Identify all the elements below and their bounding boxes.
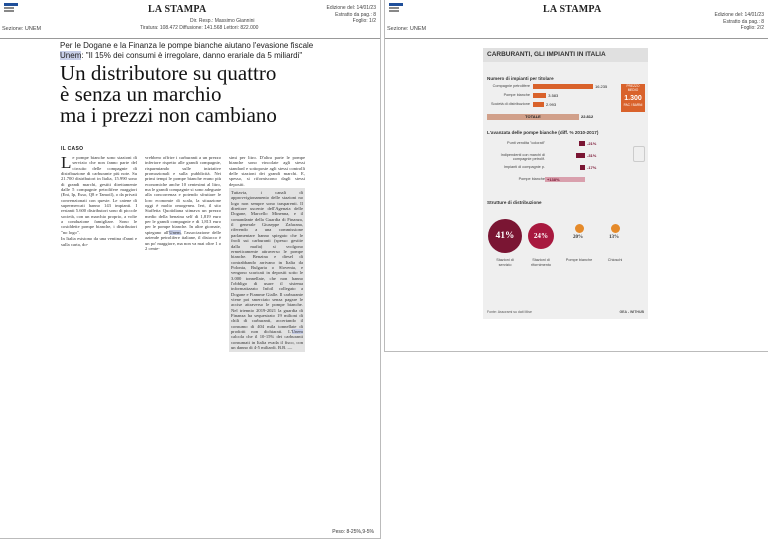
growth-bar xyxy=(580,165,585,170)
share-label: Stazioni di rifornimento xyxy=(530,258,552,267)
price-label-2: MEDIO xyxy=(627,88,639,92)
kicker-highlight: Unem xyxy=(60,50,82,60)
owner-bar xyxy=(533,93,546,98)
growth-label: Impianti di compagnie p. xyxy=(503,165,545,169)
page-header-2 xyxy=(385,0,768,39)
growth-value: -21% xyxy=(587,141,597,146)
growth-section-title: L'avanzata delle pompe bianche (diff. % 2010-2017) xyxy=(487,130,599,135)
weight-label: Peso: 8-25%,9-5% xyxy=(332,529,374,535)
director-line: Dir. Resp.: Massimo Giannini xyxy=(190,18,255,24)
share-label: Stazioni di servizio xyxy=(496,258,514,267)
growth-value: +138% xyxy=(547,177,560,182)
growth-label: Punti vendita "colorati" xyxy=(507,141,545,145)
avg-price-box xyxy=(621,84,645,112)
kicker-text-1: Per le Dogane e la Finanza le pompe bianche aiutano l'evasione fiscale xyxy=(60,41,314,50)
drop-cap: L xyxy=(61,153,72,172)
growth-value: -31% xyxy=(587,153,597,158)
col3-paragraph-3: calcola che il 10-15% dei carburanti consumati in Italia evada il fisco, con un danno di 4-5 miliardi. B.B. — xyxy=(231,334,303,351)
col3-paragraph-2: Tuttavia, i canali di approvvigionamento delle stazioni no logo non sempre sono trasparenti. Il direttore uscente dell'Agenzia delle Dogane, Marcello Minenna, e il comandante della Guardia di Finanza, il generale Giuseppe Zafarana, riferendo a una commissione parlamentare hanno spiegato che le frodi sui carburanti (spesso gestite dalla mafia) si svolgono ermeticamente attraverso le pompe bianche. Benzina e diesel di contrabbando arrivano in Italia da Polonia, Bulgaria o Slovenia, e vengono scaricati in depositi sotto le 3.000 tonnellate, che non hanno l'obbligo di usare il sistema informatizzato Infoil collegato a Dogane e Fiamme Gialle. Il carburante viene poi smerciato senza pagare le accise attraverso le pompe bianche. Nel triennio 2019-2021 la guardia di Finanza ha sequestrato 19 milioni di chili di carburanti, accertando il consumo di 404 mila tonnellate di prodotti non dichiarati. L' xyxy=(231,190,303,334)
price-label-1: PREZZO xyxy=(626,84,640,88)
section-label-2: Sezione: UNEM xyxy=(387,26,427,32)
share-bubble: 41% xyxy=(488,219,522,253)
total-value: 22.812 xyxy=(581,114,594,119)
share-value: 20% xyxy=(573,235,583,240)
share-value: 13% xyxy=(609,235,619,240)
total-bar: TOTALE xyxy=(487,114,579,120)
article-headline xyxy=(60,63,365,126)
extract-page-2: Estratto da pag.: 8 xyxy=(723,18,764,25)
credit-note: GEA - WITHUB xyxy=(619,310,644,314)
headline-line-1: Un distributore su quattro xyxy=(60,61,277,85)
share-label: Chioschi xyxy=(607,258,623,262)
section-label: Sezione: UNEM xyxy=(2,26,42,32)
headline-line-3: ma i prezzi non cambiano xyxy=(60,103,277,127)
growth-label: Pompe bianche xyxy=(518,177,545,181)
col1-paragraph-1: e pompe bianche sono stazioni di servizio che non fanno parte del circuito delle compagnie di distribuzione di carburante più note. Su 21.700 distributori in Italia, 15.990 sono di grandi marchi, gestiti direttamente dalle 5 compagnie petrolifere maggiori (Eni, Ip, Esso, Q8 e Tamoil), o da privati convenzionati con queste. Le catene di supermercati hanno 143 impianti. I restanti 5.600 distributori sono di piccole società, con un marchio proprio, a volte a conduzione famigliare. Sono le cosiddette pompe bianche, i distributori "no logo". xyxy=(61,155,137,235)
col1-paragraph-2: In Italia esistono da una ventina d'anni e sulla carta, do- xyxy=(61,236,137,247)
headline-line-2: è senza un marchio xyxy=(60,82,222,106)
share-dot xyxy=(575,224,584,233)
newspaper-title-2: LA STAMPA xyxy=(543,4,602,15)
growth-value: -17% xyxy=(587,165,597,170)
article-column-2 xyxy=(145,155,221,252)
clipping-page-2 xyxy=(384,0,768,352)
edition-date-2: Edizione del: 14/01/23 xyxy=(714,12,764,18)
owner-bar xyxy=(533,84,593,89)
kicker-text-2: : "Il 15% dei consumi è irregolare, danno erariale da 5 miliardi" xyxy=(81,50,303,60)
owner-bar xyxy=(533,102,544,107)
price-unit: PAC / BARNI xyxy=(623,103,643,107)
owner-label: Compagnie petrolifere xyxy=(492,84,530,88)
source-note: Fonte: Assorami su dati Mise xyxy=(487,310,532,314)
col2-paragraph-2: , l'associazione delle aziende petrolifere italiane, il distacco è un po' maggiore, ma non va mai oltre 1 o 2 cente- xyxy=(145,229,221,251)
col3-shaded-box xyxy=(229,188,305,352)
fuel-pump-icon xyxy=(633,146,645,162)
publisher-logo-2 xyxy=(389,3,403,11)
col2-highlight: Unem xyxy=(169,229,181,235)
owner-value: 16.235 xyxy=(595,84,608,89)
sheet-number: Foglio: 1/2 xyxy=(352,18,376,24)
extract-page: Estratto da pag.: 8 xyxy=(335,11,376,18)
edition-meta xyxy=(327,5,376,25)
article-kicker xyxy=(60,41,360,60)
owner-value: 3.583 xyxy=(548,93,559,98)
section-tag: IL CASO xyxy=(61,146,84,152)
growth-bar xyxy=(576,153,585,158)
page-header xyxy=(0,0,380,39)
share-bubble: 24% xyxy=(528,223,554,249)
owner-value: 2.993 xyxy=(546,102,557,107)
price-value: 1.300 xyxy=(624,95,642,102)
owner-label: Pompe bianche xyxy=(503,93,530,97)
infographic xyxy=(483,48,648,319)
share-label: Pompe bianche xyxy=(565,258,593,262)
owner-label: Società di distribuzione xyxy=(490,102,530,106)
article-column-1 xyxy=(61,155,137,248)
newspaper-title: LA STAMPA xyxy=(148,4,207,15)
edition-meta-2 xyxy=(715,12,764,32)
circulation-line: Tiratura: 108.472 Diffusione: 141.568 Lettori: 822.000 xyxy=(140,25,259,31)
infographic-title: CARBURANTI, GLI IMPIANTI IN ITALIA xyxy=(483,48,648,62)
edition-date: Edizione del: 14/01/23 xyxy=(326,5,376,11)
growth-bar xyxy=(579,141,585,146)
structures-section-title: Strutture di distribuzione xyxy=(487,200,542,205)
col3-highlight: Unem xyxy=(291,329,303,334)
growth-label: Indipendenti con marchi di compagnie petrolif. xyxy=(500,153,545,161)
share-dot xyxy=(611,224,620,233)
sheet-number-2: Foglio: 2/2 xyxy=(740,25,764,31)
owners-section-title: Numero di impianti per titolare xyxy=(487,76,554,81)
publisher-logo xyxy=(4,3,18,11)
col2-paragraph-1: vrebbero offrire i carburanti a un prezzo inferiore rispetto alle grandi compagnie, risparmiando sulle iniziative promozionali e sulla pubblicità. Nei primi tempi le pompe bianche erano più economiche anche 10 centesimi al litro, ma le grandi compagnie si sono adeguate alla concorrenza e potendo sfruttare le loro economie di scala, la situazione oggi è molto omogenea. Ieri, il sito Staffetta Quotidiana stimava un prezzo medio della benzina self di 1,819 euro per le grandi compagnie e di 1,813 euro per le pompe bianche. In altre giornate, spiegano all' xyxy=(145,155,221,235)
clipping-page-1 xyxy=(0,0,381,539)
col3-paragraph-1: simi per litro. D'altra parte le pompe bianche sono vincolate agli stessi standard e sottoposte agli stessi controlli delle stazioni dei grandi marchi. E, spesso, si riforniscono dagli stessi depositi. xyxy=(229,155,305,187)
article-column-3 xyxy=(229,155,305,352)
